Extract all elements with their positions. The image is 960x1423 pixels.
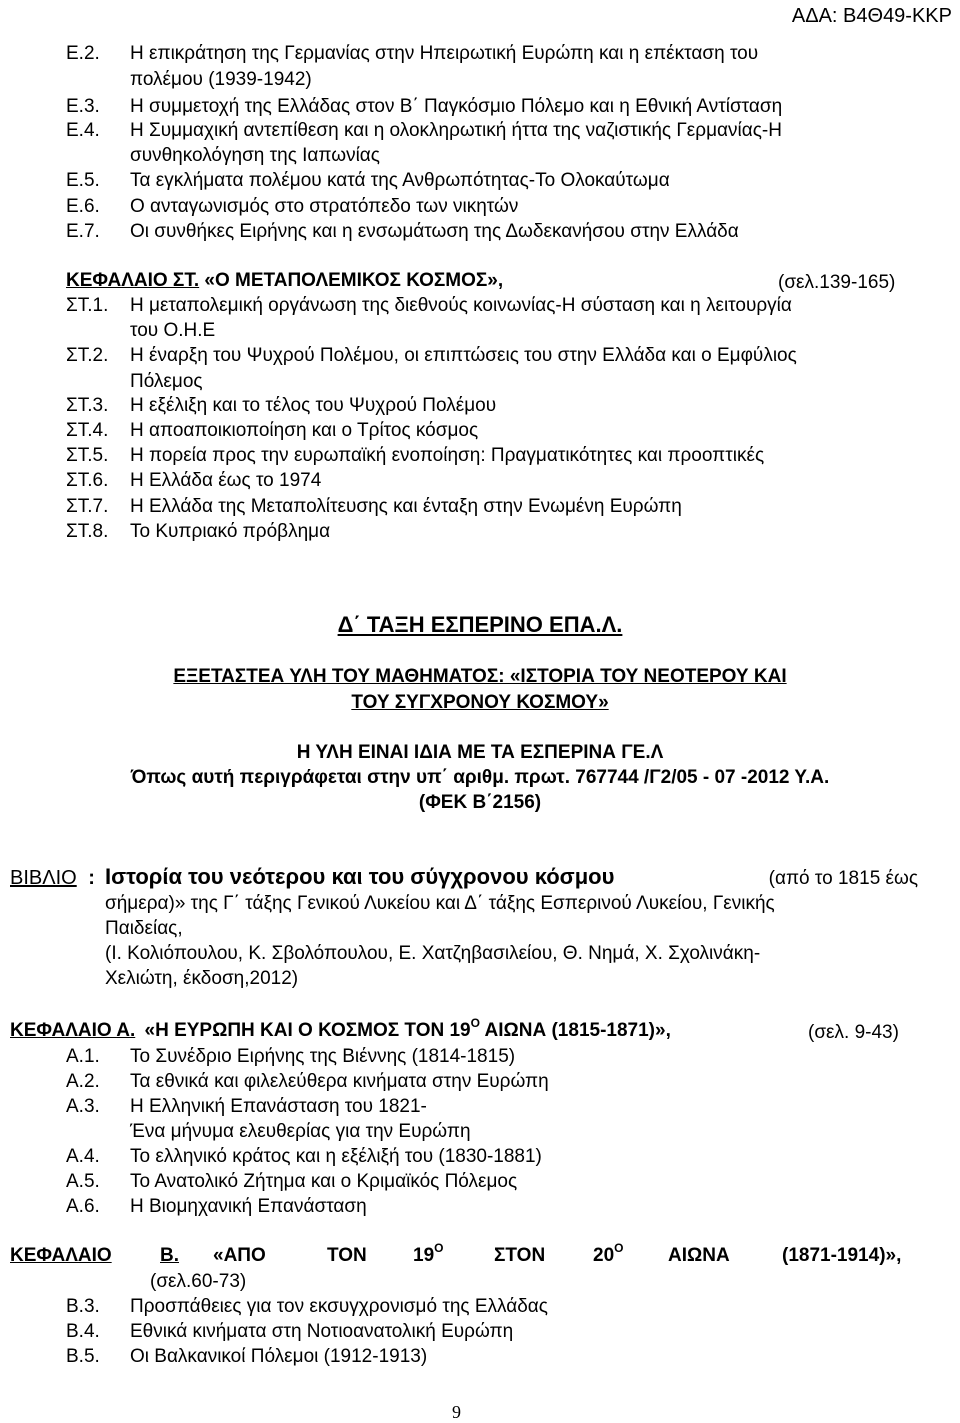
list-item-text: πολέμου (1939-1942) xyxy=(130,69,312,90)
list-item-text: Ο ανταγωνισμός στο στρατόπεδο των νικητών xyxy=(130,196,519,217)
list-item-text: Η Ελληνική Επανάσταση του 1821- xyxy=(130,1096,427,1117)
chapter-title-word: (1871-1914)», xyxy=(782,1245,902,1266)
superscript: Ο xyxy=(614,1241,624,1255)
book-title: Ιστορία του νεότερου και του σύγχρονου κόσμου xyxy=(105,864,615,889)
book-label-row xyxy=(10,868,95,888)
book-text: σήμερα)» της Γ΄ τάξης Γενικού Λυκείου και Δ΄ τάξης Εσπερινού Λυκείου, Γενικής xyxy=(105,893,775,914)
chapter-title-word xyxy=(413,1241,444,1266)
chapter-title-text: ΑΙΩΝΑ (1815-1871)», xyxy=(479,1020,671,1041)
chapter-pages: (σελ.60-73) xyxy=(150,1271,247,1292)
page-number: 9 xyxy=(452,1402,461,1422)
list-item-code: Ε.3. xyxy=(66,96,100,117)
list-item-code: Α.4. xyxy=(66,1146,100,1167)
superscript: Ο xyxy=(434,1241,444,1255)
chapter-title-word: ΤΟΝ xyxy=(327,1245,367,1266)
list-item-text: Το ελληνικό κράτος και η εξέλιξή του (1830-1881) xyxy=(130,1146,542,1167)
list-item-text: Η εξέλιξη και το τέλος του Ψυχρού Πολέμου xyxy=(130,395,497,416)
book-text: Παιδείας, xyxy=(105,918,183,939)
notice-line1: Η ΥΛΗ ΕΙΝΑΙ ΙΔΙΑ ΜΕ ΤΑ ΕΣΠΕΡΙΝΑ ΓΕ.Λ xyxy=(296,742,664,763)
list-item-code: Β.3. xyxy=(66,1296,100,1317)
list-item-code: ΣΤ.7. xyxy=(66,496,109,517)
chapter-pages: (σελ.139-165) xyxy=(778,272,896,293)
list-item-code: ΣΤ.5. xyxy=(66,445,109,466)
list-item-code: Ε.6. xyxy=(66,196,100,217)
list-item-code: ΣΤ.1. xyxy=(66,295,109,316)
list-item-text: Εθνικά κινήματα στη Νοτιοανατολική Ευρώπη xyxy=(130,1321,514,1342)
chapter-title-text: «Η ΕΥΡΩΠΗ ΚΑΙ Ο ΚΟΣΜΟΣ ΤΟΝ 19 xyxy=(144,1020,471,1041)
list-item-text: Η έναρξη του Ψυχρού Πολέμου, οι επιπτώσεις του στην Ελλάδα και ο Εμφύλιος xyxy=(130,345,797,366)
list-item-code: Β.5. xyxy=(66,1346,100,1367)
chapter-title-word xyxy=(593,1241,624,1266)
exam-title-line2: ΤΟΥ ΣΥΓΧΡΟΝΟΥ ΚΟΣΜΟΥ» xyxy=(351,692,609,713)
book-text: (από το 1815 έως xyxy=(768,868,918,889)
list-item-text: Το Κυπριακό πρόβλημα xyxy=(130,521,331,542)
superscript: Ο xyxy=(470,1016,480,1030)
chapter-title-word: ΣΤΟΝ xyxy=(494,1245,546,1266)
list-item-text: Το Συνέδριο Ειρήνης της Βιέννης (1814-1815) xyxy=(130,1046,516,1067)
list-item-text: του Ο.Η.Ε xyxy=(130,320,216,341)
list-item-code: Α.6. xyxy=(66,1196,100,1217)
chapter-title xyxy=(144,1016,671,1041)
document-code: ΑΔΑ: Β4Θ49-ΚΚΡ xyxy=(791,5,952,27)
list-item-code: Ε.5. xyxy=(66,170,100,191)
class-title: Δ΄ ΤΑΞΗ ΕΣΠΕΡΙΝΟ ΕΠΑ.Λ. xyxy=(337,612,623,637)
list-item-code: ΣΤ.6. xyxy=(66,470,109,491)
book-authors: (Ι. Κολιόπουλου, Κ. Σβολόπουλου, Ε. Χατζηβασιλείου, Θ. Νημά, Χ. Σχολινάκη- xyxy=(105,943,761,964)
list-item-text: Οι Βαλκανικοί Πόλεμοι (1912-1913) xyxy=(130,1346,428,1367)
list-item-text: Τα εγκλήματα πολέμου κατά της Ανθρωπότητας-Το Ολοκαύτωμα xyxy=(130,170,670,191)
list-item-text: Η πορεία προς την ευρωπαϊκή ενοποίηση: Πραγματικότητες και προοπτικές xyxy=(130,445,765,466)
list-item-text: Η Συμμαχική αντεπίθεση και η ολοκληρωτική ήττα της ναζιστικής Γερμανίας-Η xyxy=(130,120,782,141)
book-authors: Χελιώτη, έκδοση,2012) xyxy=(105,968,299,989)
list-item-text: Η αποαποικιοποίηση και ο Τρίτος κόσμος xyxy=(130,420,479,441)
exam-title-line1: ΕΞΕΤΑΣΤΕΑ ΥΛΗ ΤΟΥ ΜΑΘΗΜΑΤΟΣ: «ΙΣΤΟΡΙΑ ΤΟΥ ΝΕΟΤΕΡΟΥ ΚΑΙ xyxy=(173,666,787,687)
list-item-text: Η Ελλάδα έως το 1974 xyxy=(130,470,322,491)
notice-line2: Όπως αυτή περιγράφεται στην υπ΄ αριθμ. πρωτ. 767744 /Γ2/05 - 07 -2012 Υ.Α. xyxy=(130,767,830,788)
list-item-text: Η Ελλάδα της Μεταπολίτευσης και ένταξη στην Ενωμένη Ευρώπη xyxy=(130,496,682,517)
list-item-code: Ε.4. xyxy=(66,120,100,141)
list-item-text: Προσπάθειες για τον εκσυγχρονισμό της Ελλάδας xyxy=(130,1296,548,1317)
list-item-text: Η μεταπολεμική οργάνωση της διεθνούς κοινωνίας-Η σύσταση και η λειτουργία xyxy=(130,295,792,316)
book-label: ΒΙΒΛΙΟ xyxy=(10,867,77,889)
chapter-title: «Ο ΜΕΤΑΠΟΛΕΜΙΚΟΣ ΚΟΣΜΟΣ», xyxy=(204,270,504,291)
chapter-label: ΚΕΦΑΛΑΙΟ xyxy=(10,1245,112,1266)
chapter-title-word: ΑΙΩΝΑ xyxy=(668,1245,730,1266)
list-item-code: ΣΤ.2. xyxy=(66,345,109,366)
list-item-text: Τα εθνικά και φιλελεύθερα κινήματα στην Ευρώπη xyxy=(130,1071,549,1092)
notice-line3: (ΦΕΚ Β΄2156) xyxy=(418,792,542,813)
chapter-heading xyxy=(66,271,503,290)
chapter-label: ΚΕΦΑΛΑΙΟ Α. xyxy=(10,1020,136,1041)
list-item-code: Α.5. xyxy=(66,1171,100,1192)
list-item-code: Α.3. xyxy=(66,1096,100,1117)
list-item-code: ΣΤ.4. xyxy=(66,420,109,441)
list-item-code: Α.1. xyxy=(66,1046,100,1067)
list-item-text: Το Ανατολικό Ζήτημα και ο Κριμαϊκός Πόλεμος xyxy=(130,1171,518,1192)
chapter-label-letter: Β. xyxy=(160,1245,179,1266)
chapter-label: ΚΕΦΑΛΑΙΟ ΣΤ. xyxy=(66,270,200,291)
chapter-heading xyxy=(10,1016,671,1041)
book-colon: : xyxy=(88,867,95,889)
list-item-text: Η Βιομηχανική Επανάσταση xyxy=(130,1196,367,1217)
list-item-text: Η επικράτηση της Γερμανίας στην Ηπειρωτική Ευρώπη και η επέκταση του xyxy=(130,43,759,64)
chapter-pages: (σελ. 9-43) xyxy=(808,1022,899,1043)
list-item-text: Ένα μήνυμα ελευθερίας για την Ευρώπη xyxy=(130,1121,471,1142)
list-item-code: Α.2. xyxy=(66,1071,100,1092)
list-item-text: Πόλεμος xyxy=(130,371,203,392)
chapter-title-number: 20 xyxy=(593,1245,615,1266)
list-item-code: Ε.7. xyxy=(66,221,100,242)
chapter-title-word: «ΑΠΟ xyxy=(213,1245,266,1266)
list-item-text: Οι συνθήκες Ειρήνης και η ενσωμάτωση της Δωδεκανήσου στην Ελλάδα xyxy=(130,221,739,242)
list-item-code: Ε.2. xyxy=(66,43,100,64)
chapter-title-number: 19 xyxy=(413,1245,435,1266)
list-item-text: Η συμμετοχή της Ελλάδας στον Β΄ Παγκόσμιο Πόλεμο και η Εθνική Αντίσταση xyxy=(130,96,783,117)
list-item-code: ΣΤ.8. xyxy=(66,521,109,542)
list-item-code: ΣΤ.3. xyxy=(66,395,109,416)
list-item-text: συνθηκολόγηση της Ιαπωνίας xyxy=(130,145,380,166)
list-item-code: Β.4. xyxy=(66,1321,100,1342)
